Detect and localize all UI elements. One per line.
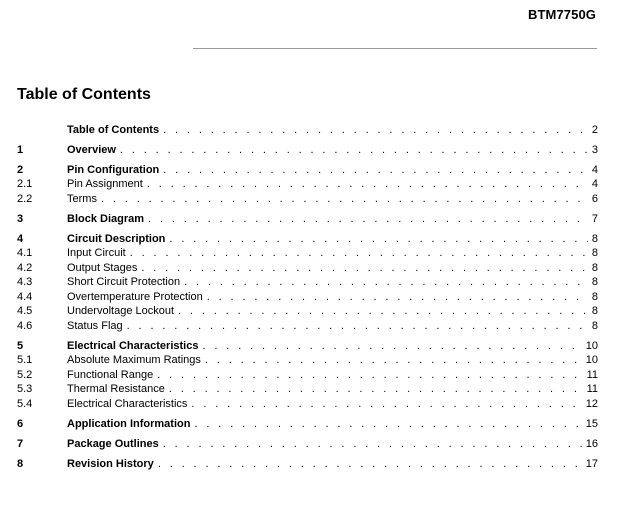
- toc-entry-page: 7: [591, 213, 598, 225]
- toc-entry-page: 17: [585, 458, 598, 470]
- toc-dot-leader: [207, 290, 588, 304]
- toc-dot-leader: [184, 275, 588, 289]
- toc-entry-title: Input Circuit: [67, 247, 126, 259]
- page-title: Table of Contents: [17, 86, 151, 103]
- toc-entry-number: 5.2: [17, 369, 33, 381]
- toc-entry-title: Thermal Resistance: [67, 383, 165, 395]
- toc-entry-title: Functional Range: [67, 369, 154, 381]
- toc-entry-title: Block Diagram: [67, 213, 145, 225]
- toc-entry-pin-configuration[interactable]: [17, 163, 598, 177]
- toc-entry-number: 4.2: [17, 262, 33, 274]
- toc-dot-leader: [205, 353, 582, 367]
- toc-entry-title: Undervoltage Lockout: [67, 305, 175, 317]
- toc-entry-application-information[interactable]: [17, 417, 598, 431]
- toc-entry-number: 5.1: [17, 354, 33, 366]
- toc-entry-title: Pin Assignment: [67, 178, 143, 190]
- toc-entry-page: 3: [591, 144, 598, 156]
- toc-entry-page: 15: [585, 418, 598, 430]
- toc-entry-title: Circuit Description: [67, 233, 166, 245]
- toc-entry-overview[interactable]: [17, 143, 598, 157]
- toc-dot-leader: [120, 143, 588, 157]
- toc-entry-input-circuit[interactable]: [17, 246, 598, 260]
- toc-entry-electrical-characteristics[interactable]: [17, 339, 598, 353]
- toc-entry-short-circuit-protection[interactable]: [17, 275, 598, 289]
- toc-dot-leader: [127, 319, 588, 333]
- toc-entry-title: Short Circuit Protection: [67, 276, 181, 288]
- toc-entry-page: 2: [591, 124, 598, 136]
- toc-entry-title: Revision History: [67, 458, 154, 470]
- toc-entry-package-outlines[interactable]: [17, 437, 598, 451]
- toc-dot-leader: [202, 339, 581, 353]
- toc-entry-title: Table of Contents: [67, 124, 160, 136]
- toc-entry-number: 2: [17, 164, 24, 176]
- toc-entry-title: Overview: [67, 144, 116, 156]
- toc-entry-page: 8: [591, 233, 598, 245]
- toc-entry-absolute-maximum-ratings[interactable]: [17, 353, 598, 367]
- toc-entry-undervoltage-lockout[interactable]: [17, 304, 598, 318]
- toc-entry-number: 5.3: [17, 383, 33, 395]
- toc-entry-pin-assignment[interactable]: [17, 177, 598, 191]
- toc-entry-number: 2.1: [17, 178, 33, 190]
- toc-entry-page: 8: [591, 320, 598, 332]
- toc-dot-leader: [157, 368, 582, 382]
- document-id: BTM7750G: [528, 7, 596, 22]
- toc-entry-title: Electrical Characteristics: [67, 398, 188, 410]
- toc-entry-page: 8: [591, 291, 598, 303]
- toc-entry-page: 12: [585, 398, 598, 410]
- toc-entry-title: Output Stages: [67, 262, 138, 274]
- toc-entry-title: Electrical Characteristics: [67, 340, 199, 352]
- toc-entry-page: 8: [591, 247, 598, 259]
- toc-entry-page: 4: [591, 164, 598, 176]
- toc-entry-title: Package Outlines: [67, 438, 159, 450]
- toc-entry-electrical-characteristics-table[interactable]: [17, 397, 598, 411]
- toc-entry-number: 1: [17, 144, 24, 156]
- toc-entry-number: 4: [17, 233, 24, 245]
- toc-entry-title: Overtemperature Protection: [67, 291, 203, 303]
- toc-entry-functional-range[interactable]: [17, 368, 598, 382]
- toc-dot-leader: [130, 246, 588, 260]
- toc-entry-block-diagram[interactable]: [17, 212, 598, 226]
- toc-entry-number: 4.5: [17, 305, 33, 317]
- toc-entry-revision-history[interactable]: [17, 457, 598, 471]
- toc-dot-leader: [163, 437, 582, 451]
- toc-entry-number: 4.1: [17, 247, 33, 259]
- toc-entry-page: 11: [586, 369, 598, 381]
- toc-dot-leader: [169, 232, 587, 246]
- toc-entry-number: 5.4: [17, 398, 33, 410]
- header-divider: [193, 48, 597, 49]
- toc-dot-leader: [163, 163, 588, 177]
- toc-entry-status-flag[interactable]: [17, 319, 598, 333]
- toc-entry-page: 11: [586, 383, 598, 395]
- toc-dot-leader: [169, 382, 583, 396]
- toc-entry-number: 5: [17, 340, 24, 352]
- toc-entry-number: 7: [17, 438, 24, 450]
- toc-entry-page: 4: [591, 178, 598, 190]
- toc-entry-page: 16: [585, 438, 598, 450]
- toc-dot-leader: [148, 212, 588, 226]
- toc-entry-table-of-contents[interactable]: [17, 123, 598, 137]
- toc-entry-number: 6: [17, 418, 24, 430]
- toc-entry-title: Terms: [67, 193, 97, 205]
- toc-dot-leader: [191, 397, 581, 411]
- toc-entry-number: 4.6: [17, 320, 33, 332]
- toc-entry-page: 8: [591, 276, 598, 288]
- toc-entry-number: 8: [17, 458, 24, 470]
- toc-entry-page: 6: [591, 193, 598, 205]
- toc-dot-leader: [163, 123, 588, 137]
- toc-entry-number: 3: [17, 213, 24, 225]
- toc-dot-leader: [147, 177, 588, 191]
- toc-dot-leader: [158, 457, 582, 471]
- toc-entry-page: 10: [585, 340, 598, 352]
- toc-entry-overtemperature-protection[interactable]: [17, 290, 598, 304]
- toc-dot-leader: [178, 304, 588, 318]
- toc-entry-output-stages[interactable]: [17, 261, 598, 275]
- toc-entry-circuit-description[interactable]: [17, 232, 598, 246]
- toc-entry-number: 2.2: [17, 193, 33, 205]
- toc-entry-title: Status Flag: [67, 320, 123, 332]
- toc-entry-number: 4.3: [17, 276, 33, 288]
- toc-entry-terms[interactable]: [17, 192, 598, 206]
- toc-entry-thermal-resistance[interactable]: [17, 382, 598, 396]
- toc-entry-title: Pin Configuration: [67, 164, 160, 176]
- toc-entry-title: Absolute Maximum Ratings: [67, 354, 201, 366]
- toc-entry-page: 8: [591, 305, 598, 317]
- toc-dot-leader: [141, 261, 588, 275]
- toc-entry-page: 10: [585, 354, 598, 366]
- toc-entry-page: 8: [591, 262, 598, 274]
- toc-entry-title: Application Information: [67, 418, 191, 430]
- toc-dot-leader: [194, 417, 581, 431]
- toc-dot-leader: [101, 192, 588, 206]
- toc-entry-number: 4.4: [17, 291, 33, 303]
